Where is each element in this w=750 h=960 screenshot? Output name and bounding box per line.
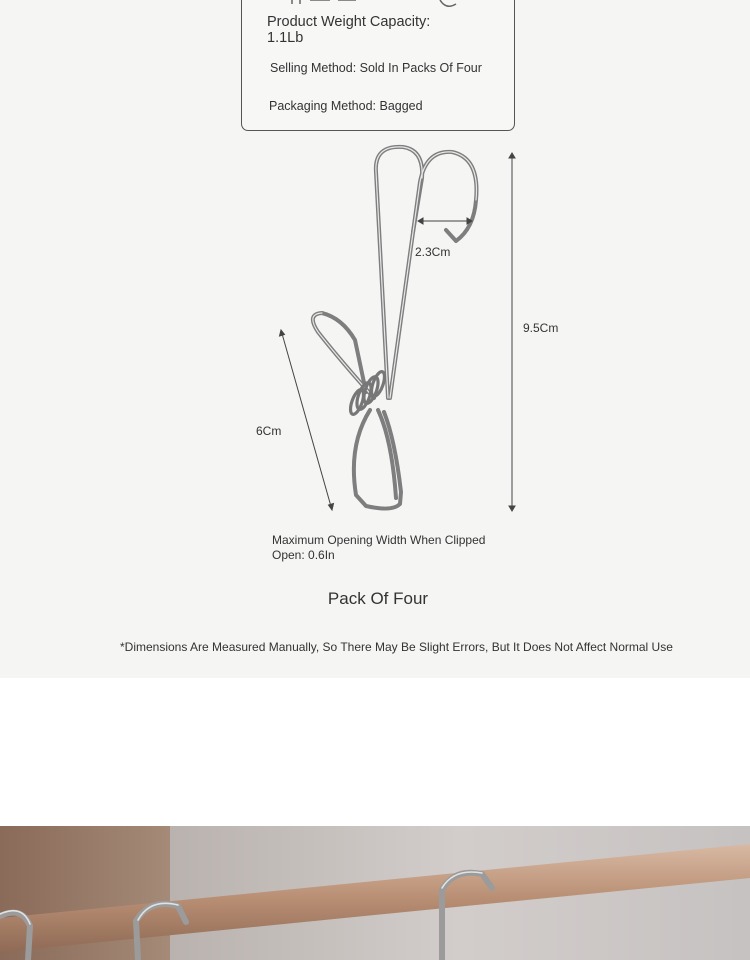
hanging-rail-photo: [0, 826, 750, 960]
loop-width-label: 2.3Cm: [415, 245, 451, 259]
rail-photo-drawing: [0, 826, 750, 960]
clip-wire: [313, 147, 477, 509]
height-label: 9.5Cm: [523, 321, 559, 335]
pack-title-text: Pack Of Four: [327, 589, 429, 608]
footnote: *Dimensions Are Measured Manually, So There May Be Slight Errors, But It Does Not Affect Normal Use: [120, 640, 673, 654]
partial-image-icon: [292, 0, 456, 6]
packaging-method-text: Packaging Method: Bagged: [269, 99, 423, 113]
weight-capacity-text: Product Weight Capacity: 1.1Lb: [267, 14, 431, 46]
jaw-length-label: 6Cm: [256, 424, 282, 438]
pack-title: [0, 589, 750, 609]
max-opening-label: Maximum Opening Width When Clipped Open: 0.6In: [272, 533, 486, 562]
selling-method-text: Selling Method: Sold In Packs Of Four: [270, 61, 482, 75]
